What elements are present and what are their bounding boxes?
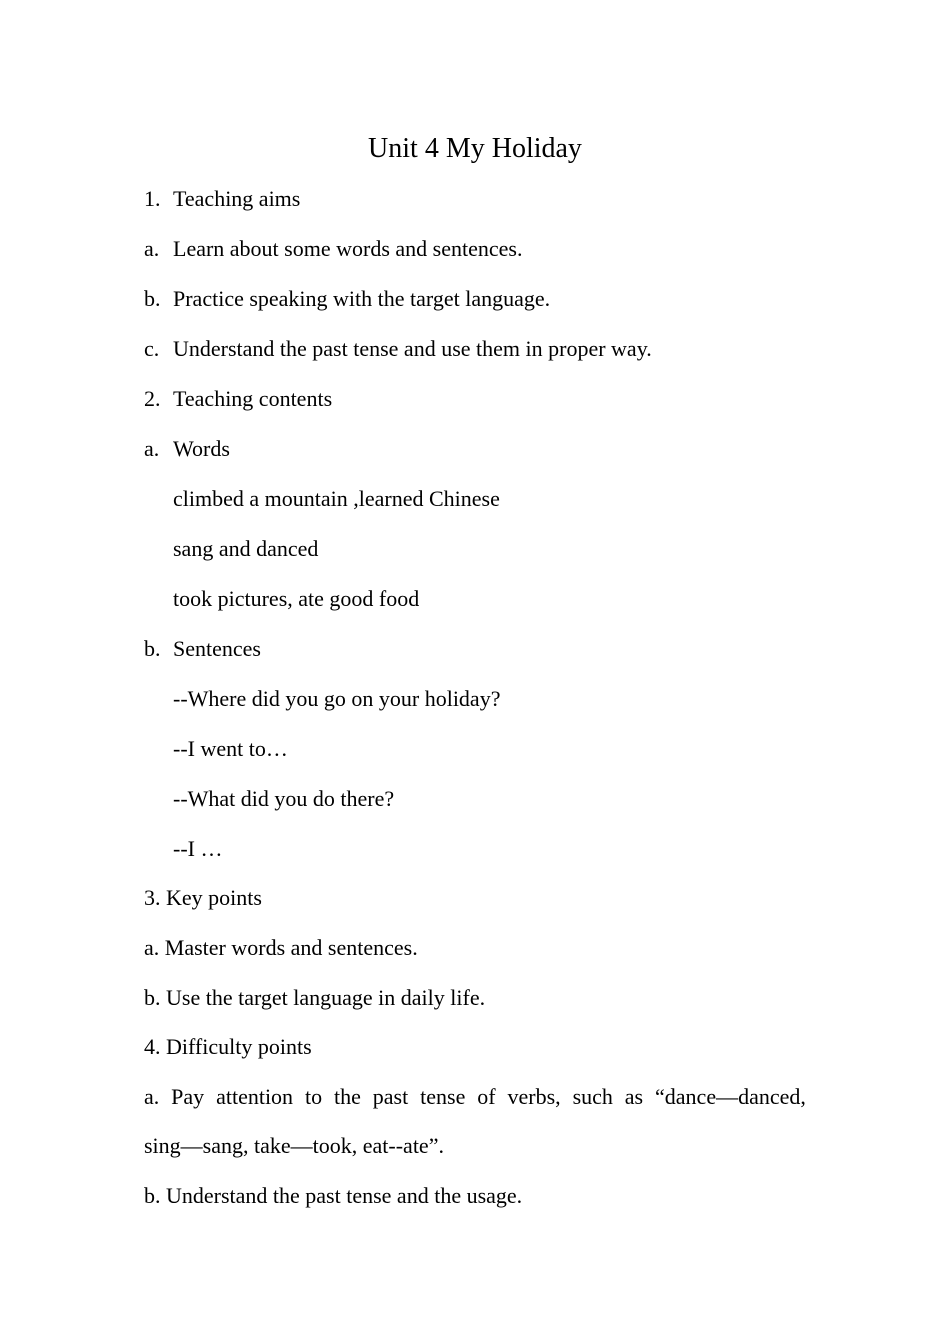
word: verbs, (507, 1084, 561, 1109)
list-item-text: Understand the past tense and use them in proper way. (173, 336, 652, 361)
list-marker: b. (144, 636, 161, 661)
subsection-label: Words (173, 436, 230, 461)
subsection-words (144, 434, 230, 464)
section-number: 1. (144, 186, 161, 211)
word: tense (420, 1084, 466, 1109)
list-item-text: Learn about some words and sentences. (173, 236, 523, 261)
sentence-line: --I … (173, 836, 223, 861)
difficulty-item-b: b. Understand the past tense and the usage. (144, 1183, 523, 1208)
list-item: b. Use the target language in daily life. (144, 985, 486, 1010)
subsection-sentences (144, 634, 261, 664)
list-item (144, 284, 550, 314)
word: a. (144, 1084, 160, 1109)
word: attention (216, 1084, 294, 1109)
word: to (304, 1084, 323, 1109)
section-heading-text: Teaching aims (173, 186, 301, 211)
section-heading-difficulty-points: 4. Difficulty points (144, 1034, 312, 1059)
words-line: sang and danced (173, 536, 319, 561)
word: Pay (171, 1084, 205, 1109)
list-marker: a. (144, 436, 160, 461)
sentence-line: --What did you do there? (173, 786, 395, 811)
words-line: took pictures, ate good food (173, 586, 420, 611)
words-line: climbed a mountain ,learned Chinese (173, 486, 500, 511)
list-marker: b. (144, 286, 161, 311)
word: “dance—danced, (655, 1084, 806, 1109)
word: such (572, 1084, 613, 1109)
list-marker: a. (144, 236, 160, 261)
word: past (372, 1084, 409, 1109)
word: as (624, 1084, 644, 1109)
list-item (144, 234, 522, 264)
list-item (144, 334, 652, 364)
list-item: a. Master words and sentences. (144, 935, 418, 960)
difficulty-item-a-line2: sing—sang, take—took, eat--ate”. (144, 1133, 444, 1158)
section-heading-teaching-contents (144, 384, 332, 414)
difficulty-item-a-line1 (144, 1082, 806, 1112)
section-heading-text: Teaching contents (173, 386, 333, 411)
section-heading-teaching-aims (144, 184, 300, 214)
page-title: Unit 4 My Holiday (368, 133, 582, 164)
list-item-text: Practice speaking with the target language. (173, 286, 551, 311)
sentence-line: --I went to… (173, 736, 288, 761)
word: of (477, 1084, 496, 1109)
list-marker: c. (144, 336, 160, 361)
section-number: 2. (144, 386, 161, 411)
sentence-line: --Where did you go on your holiday? (173, 686, 501, 711)
subsection-label: Sentences (173, 636, 261, 661)
section-heading-key-points: 3. Key points (144, 885, 262, 910)
word: the (334, 1084, 361, 1109)
